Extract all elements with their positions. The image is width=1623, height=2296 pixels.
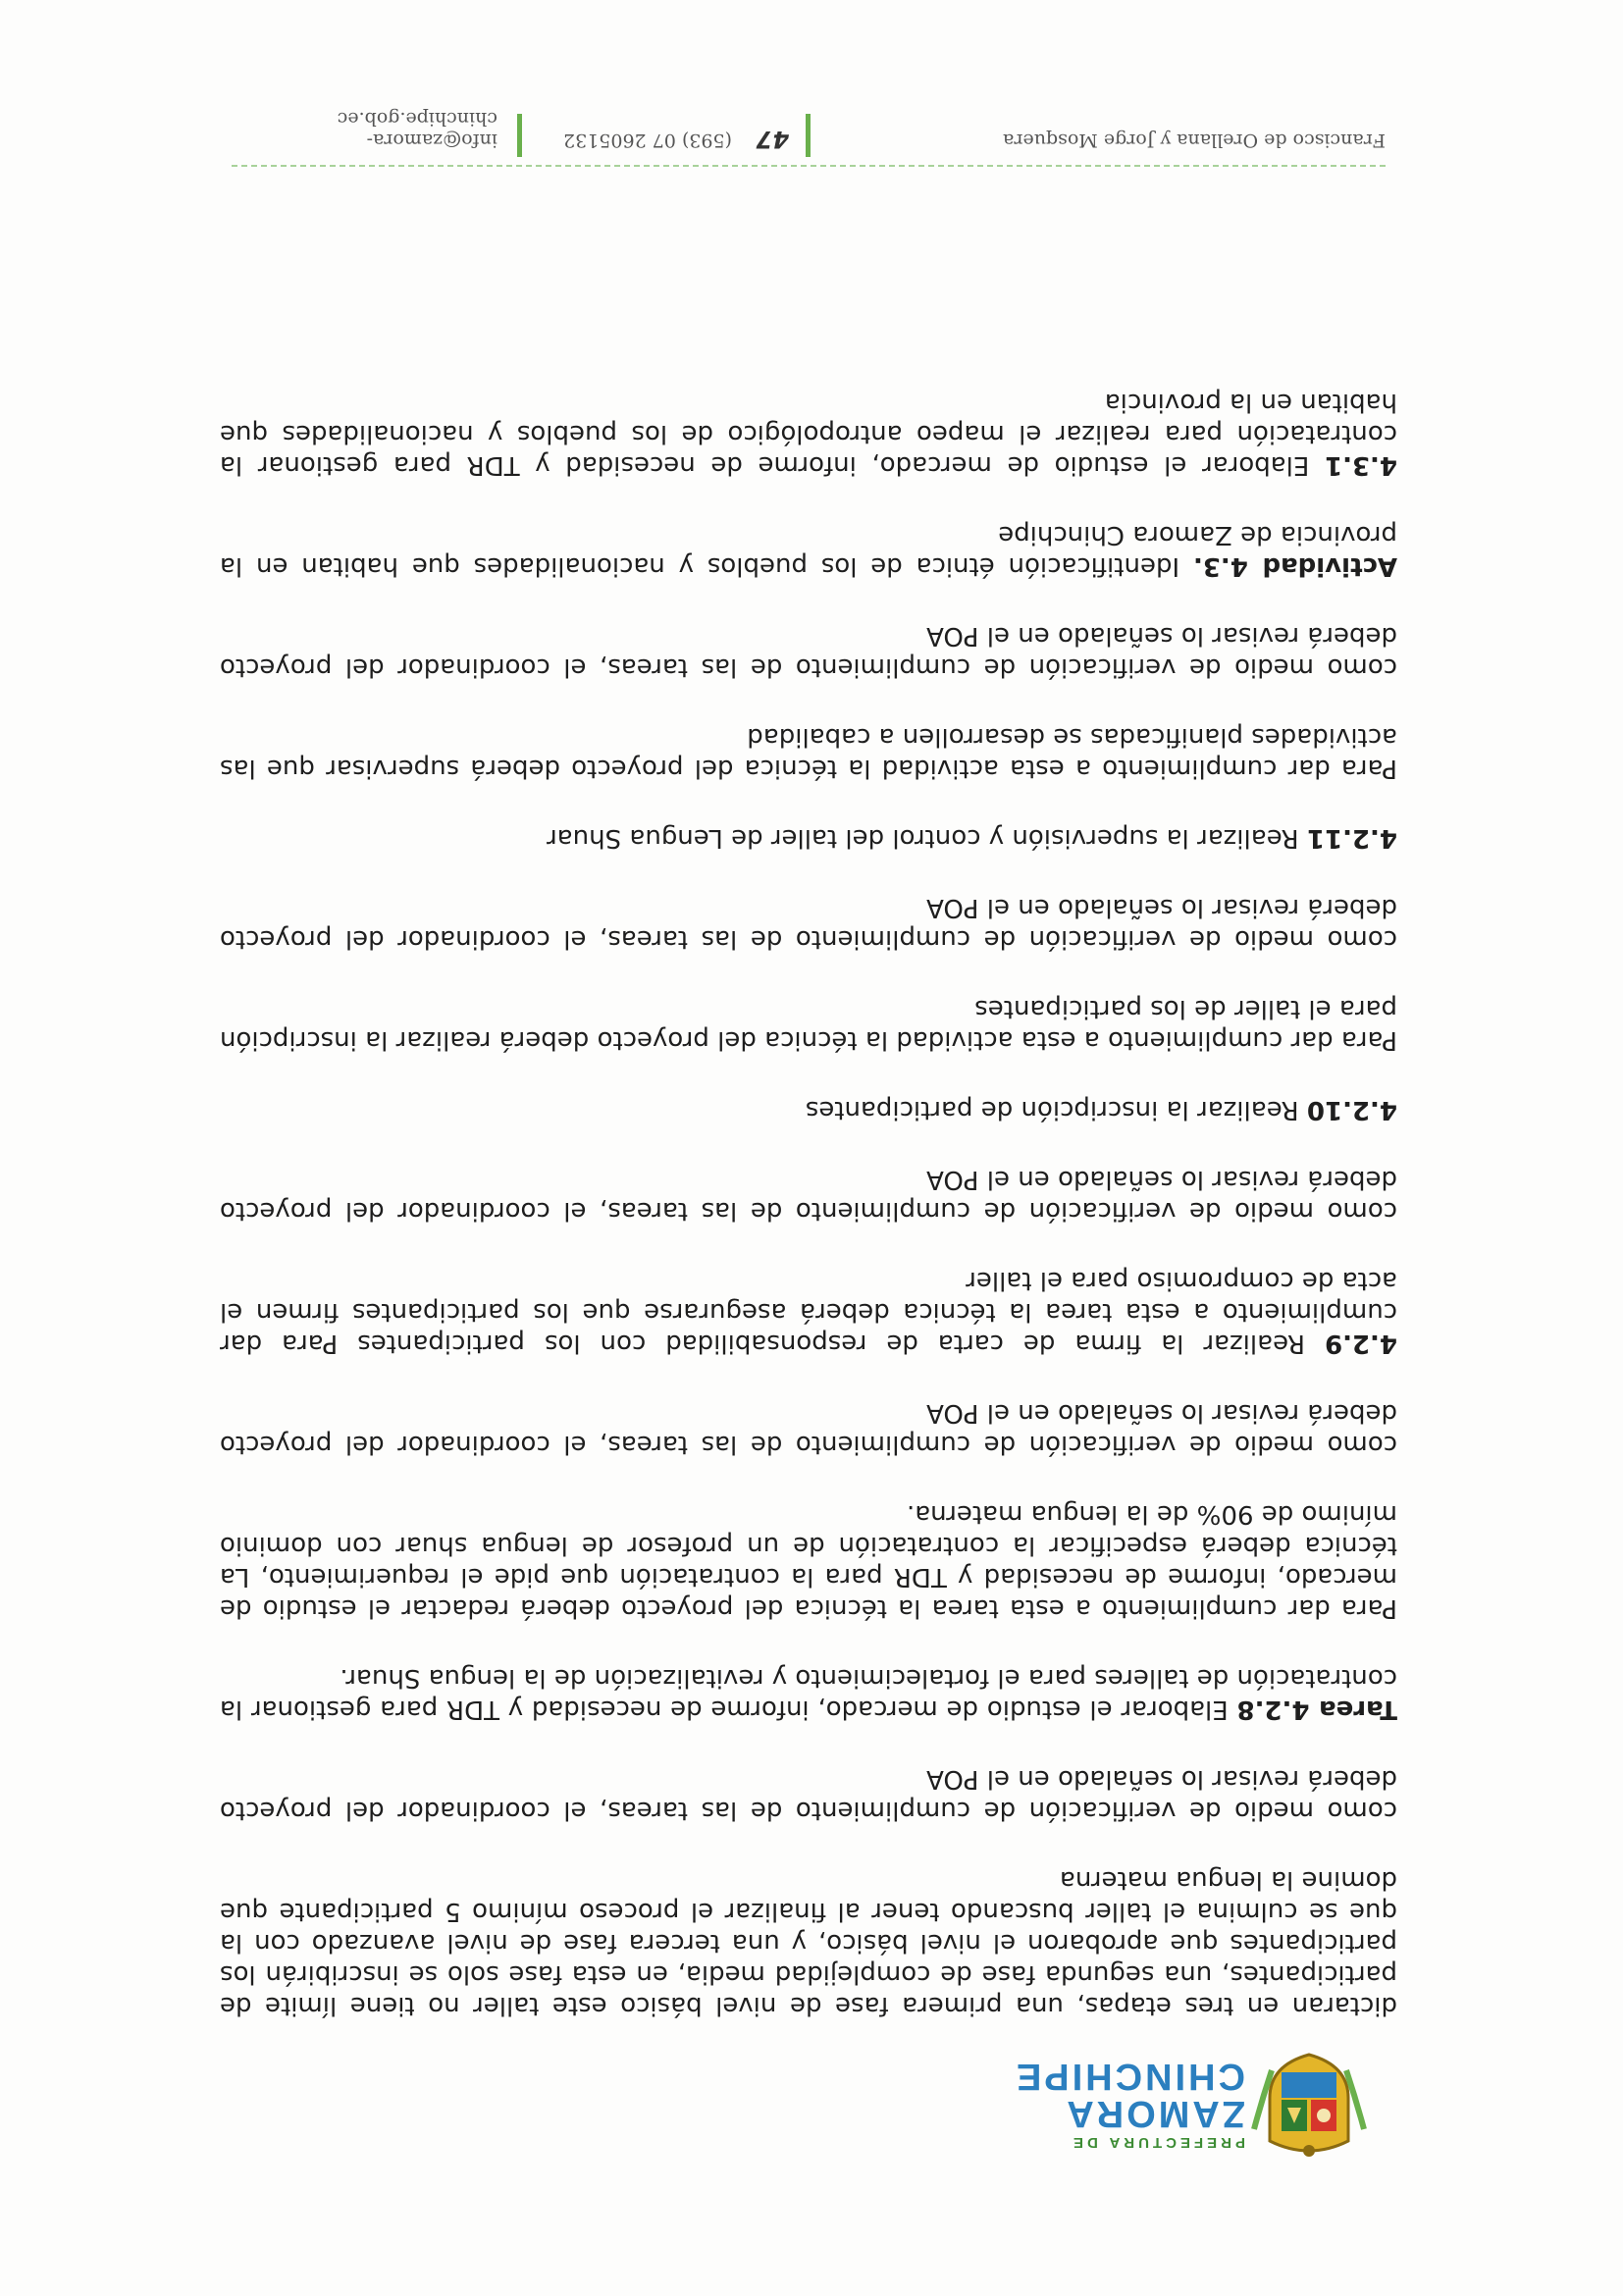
logo-line-zamora: ZAMORA xyxy=(1064,2093,1245,2134)
footer-phone: (593) 07 2605132 xyxy=(563,130,732,151)
logo-line-chinchipe: CHINCHIPE xyxy=(1013,2056,1245,2097)
task-heading-4-2-10 xyxy=(220,1094,1397,1125)
activity-text: Identificación étnica de los pueblos y nacionalidades que habitan en la provincia de Zamora Chinchipe xyxy=(219,520,1397,581)
activity-heading-4-3 xyxy=(220,519,1397,582)
task-label: 4.2.11 xyxy=(1306,823,1397,853)
task-label: 4.3.1 xyxy=(1324,450,1397,480)
task-text: Elaborar el estudio de mercado, informe de necesidad y TDR para gestionar la contratación de talleres para el fortalecimiento y revitalización de la lengua Shuar. xyxy=(220,1663,1397,1724)
task-text: Elaborar el estudio de mercado, informe de necesidad y TDR para gestionar la contratación para realizar el mapeo antropológico de los pueblos y nacionalidades que habitan en la provincia xyxy=(219,388,1397,480)
logo-wordmark xyxy=(931,2058,1245,2151)
paragraph: Para dar cumplimiento a esta actividad la técnica del proyecto deberá realizar la inscripción para el taller de los participantes xyxy=(220,994,1397,1055)
paragraph: Para dar cumplimiento a esta tarea la técnica del proyecto deberá redactar el estudio de mercado, informe de necesidad y TDR para la contratación que pide el requerimiento, La técnica deberá especificar la contratación de un profesor de lengua shuar con dominio mínimo de 90% de la lengua materna. xyxy=(220,1499,1397,1623)
footer-divider xyxy=(517,114,522,157)
page-header xyxy=(63,2002,1437,2198)
paragraph: como medio de verificación de cumplimiento de las tareas, el coordinador del proyecto deberá revisar lo señalado en el POA xyxy=(220,1398,1397,1459)
page-number: 47 xyxy=(756,126,789,153)
paragraph: dictaran en tres etapas, una primera fase de nivel básico este taller no tiene límite de participantes, una segunda fase de complejidad media, en esta fase solo se inscribirán los participantes que aprobaron el nivel básico, y una tercera fase de nivel avanzado con la que se culmina el taller buscando tener al finalizar el proceso mínimo 5 participante que domine la lengua materna xyxy=(220,1865,1397,2020)
footer-address: Francisco de Orellana y Jorge Mosquera xyxy=(1003,130,1386,151)
task-heading-4-2-11 xyxy=(220,822,1397,854)
activity-label: Actividad 4.3. xyxy=(1192,551,1397,581)
logo-small-caption: PREFECTURA DE xyxy=(1070,2134,1245,2151)
task-heading-4-3-1 xyxy=(220,387,1397,481)
page-footer xyxy=(232,106,1386,167)
task-text: Realizar la firma de carta de responsabilidad con los participantes Para dar cumplimiento a esta tarea la técnica deberá asegurarse que los participantes firmen el acta de compromiso para el taller xyxy=(220,1266,1397,1358)
task-heading-4-2-9 xyxy=(220,1265,1397,1359)
document-body xyxy=(220,348,1397,2021)
footer-divider xyxy=(806,114,811,157)
task-label: Tarea 4.2.8 xyxy=(1236,1695,1397,1724)
task-heading-4-2-8 xyxy=(220,1662,1397,1725)
task-label: 4.2.9 xyxy=(1324,1329,1397,1358)
footer-email: info@zamora-chinchipe.gob.ec xyxy=(337,108,497,151)
paragraph: como medio de verificación de cumplimiento de las tareas, el coordinador del proyecto deberá revisar lo señalado en el POA xyxy=(220,1764,1397,1825)
prefectura-logo xyxy=(936,2051,1368,2159)
task-label: 4.2.10 xyxy=(1306,1095,1397,1124)
task-text: Realizar la supervisión y control del taller de Lengua Shuar xyxy=(547,823,1299,853)
task-text: Realizar la inscripción de participantes xyxy=(805,1095,1299,1124)
paragraph: como medio de verificación de cumplimiento de las tareas, el coordinador del proyecto deberá revisar lo señalado en el POA xyxy=(220,893,1397,954)
paragraph: Para dar cumplimiento a esta actividad la técnica del proyecto deberá supervisar que las actividades planificadas se desarrollen a cabalidad xyxy=(220,722,1397,783)
paragraph: como medio de verificación de cumplimiento de las tareas, el coordinador del proyecto deberá revisar lo señalado en el POA xyxy=(220,621,1397,682)
paragraph: como medio de verificación de cumplimiento de las tareas, el coordinador del proyecto deberá revisar lo señalado en el POA xyxy=(220,1165,1397,1226)
coat-of-arms-icon xyxy=(1250,2051,1368,2159)
